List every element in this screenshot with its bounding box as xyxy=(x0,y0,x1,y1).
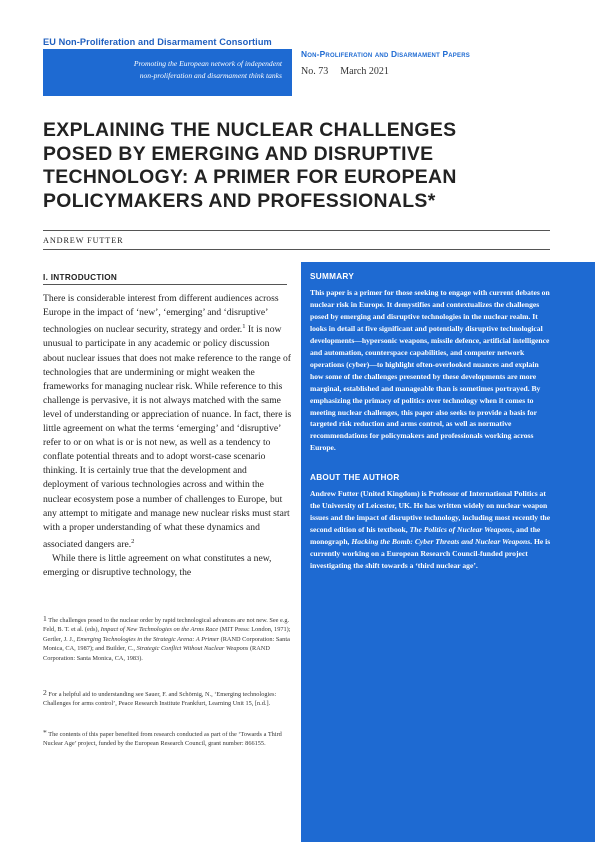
paper-title xyxy=(43,119,563,213)
footnote-citation-title: Strategic Conflict Without Nuclear Weapons xyxy=(136,645,249,653)
section-heading: I. INTRODUCTION xyxy=(43,273,118,282)
footnote-number: 2 xyxy=(43,688,47,697)
issue-number: No. 73 xyxy=(301,66,329,77)
tagline-line: non-proliferation and disarmament think tanks xyxy=(139,71,282,80)
footnote-text: The challenges posed to the nuclear order by rapid technological advances are not new. See e.g. Feld, B. T. et al. (eds), xyxy=(43,617,290,634)
book-title: The Politics of Nuclear Weapons xyxy=(409,525,513,535)
summary-sidebar xyxy=(301,262,595,842)
about-text: Andrew Futter (United Kingdom) is Professor of International Politics at the University of Leicester, UK. He has written widely on nuclear weapon issues and the impact of disruptive technology, including most recently the second edition of his textbook, xyxy=(310,489,551,535)
consortium-name: EU Non-Proliferation and Disarmament Consortium xyxy=(43,37,272,47)
issue-info xyxy=(301,66,389,77)
about-text: . He is currently working on a European Research Council-funded project investigating the shift towards a ‘third nuclear age’. xyxy=(310,537,551,571)
footnote-text: (RAND Corporation: Santa Monica, CA, 1983). xyxy=(43,645,270,662)
footnote-ref[interactable]: 2 xyxy=(131,537,135,545)
footnote xyxy=(43,614,293,663)
about-author-text xyxy=(310,488,552,572)
tagline-line: Promoting the European network of independent xyxy=(133,59,282,68)
paragraph xyxy=(43,292,293,552)
footnote-text: The contents of this paper benefited from research conducted as part of the ‘Towards a Third Nuclear Age’ project, funded by the European Research Council, grant number: 866155. xyxy=(43,731,282,748)
about-text: , and the monograph, xyxy=(310,525,541,547)
author-name: ANDREW FUTTER xyxy=(43,236,124,245)
issue-date: March 2021 xyxy=(340,66,389,77)
tagline-banner xyxy=(43,49,292,96)
title-line: POLICYMAKERS AND PROFESSIONALS* xyxy=(43,189,436,212)
divider xyxy=(43,249,550,250)
title-line: TECHNOLOGY: A PRIMER FOR EUROPEAN xyxy=(43,166,457,188)
footnote-citation-title: Impact of New Technologies on the Arms Race xyxy=(100,626,219,634)
footnote xyxy=(43,728,293,749)
series-title-text: Non-Proliferation and Disarmament Papers xyxy=(301,49,470,59)
title-line: EXPLAINING THE NUCLEAR CHALLENGES xyxy=(43,119,457,141)
footnote-citation-title: Emerging Technologies in the Strategic Arena: A Primer xyxy=(76,635,220,643)
footnote-text: (MIT Press: London, 1971); Gertler, J. J., xyxy=(43,626,291,643)
book-title: Hacking the Bomb: Cyber Threats and Nuclear Weapons xyxy=(351,537,531,547)
series-title xyxy=(301,49,470,59)
footnote-number: 1 xyxy=(43,614,47,623)
introduction-body xyxy=(43,292,293,580)
divider xyxy=(43,284,287,285)
footnote-text: For a helpful aid to understanding see Sauer, F. and Schörnig, N., ‘Emerging technologies: Challenges for arms control’, Peace Research Institute Frankfurt, Learning Unit 15, [n.d.]. xyxy=(43,691,277,708)
footnote-text: (RAND Corporation: Santa Monica, CA, 1987); and Builder, C., xyxy=(43,635,290,653)
paragraph-text: It is now unusual to participate in any academic or policy discussion about nuclear issues that does not make reference to the range of technologies that are undermining or might weaken the frameworks for managing nuclear risk. While reference to this challenge is pervasive, it is not always matched with the same level of understanding or appreciation of nuance. In fact, there is little agreement on what the terms ‘emerging’ and ‘disruptive’ refer to or on what is or is not new, as well as a tendency to conflate potential threats and to adopt worst-case scenario thinking. It is certainly true that the development and deployment of various technologies across and within the nuclear ecosystem pose a number of challenges to Europe, but any attempt to mitigate and manage new nuclear risks must start with a proper understanding of what these dynamics and associated dangers are. xyxy=(43,324,292,550)
footnote-ref[interactable]: 1 xyxy=(242,323,246,331)
summary-heading: SUMMARY xyxy=(310,272,355,281)
paragraph: While there is little agreement on what constitutes a new, emerging or disruptive technology, the xyxy=(43,553,272,579)
summary-text: This paper is a primer for those seeking to engage with current debates on nuclear risk in Europe. It demystifies and contextualizes the challenges posed by emerging and disruptive technologies in the nuclear realm. It looks in detail at five significant and potentially disruptive technological developments—hypersonic weapons, missile defence, artificial intelligence and automation, counterspace capabilities, and computer network operations (cyber)—to highlight often-overlooked nuances and explain how some of the challenges presented by these developments are more marginal, established and manageable than is sometimes portrayed. By emphasizing the primacy of politics over technology when it comes to meeting nuclear challenges, this paper also seeks to provide a basis for targeted risk reduction and arms control, as well as normative recommendations for policymakers and professionals working across Europe. xyxy=(310,288,550,453)
title-line: POSED BY EMERGING AND DISRUPTIVE xyxy=(43,142,434,165)
about-author-heading: ABOUT THE AUTHOR xyxy=(310,473,400,483)
paragraph-text: There is considerable interest from different audiences across Europe in the impact of ‘new’, ‘emerging’ and ‘disruptive’ technologies on nuclear security, strategy and order. xyxy=(43,293,279,336)
footnote xyxy=(43,688,293,709)
divider xyxy=(43,230,550,231)
footnote-symbol: * xyxy=(43,728,47,737)
